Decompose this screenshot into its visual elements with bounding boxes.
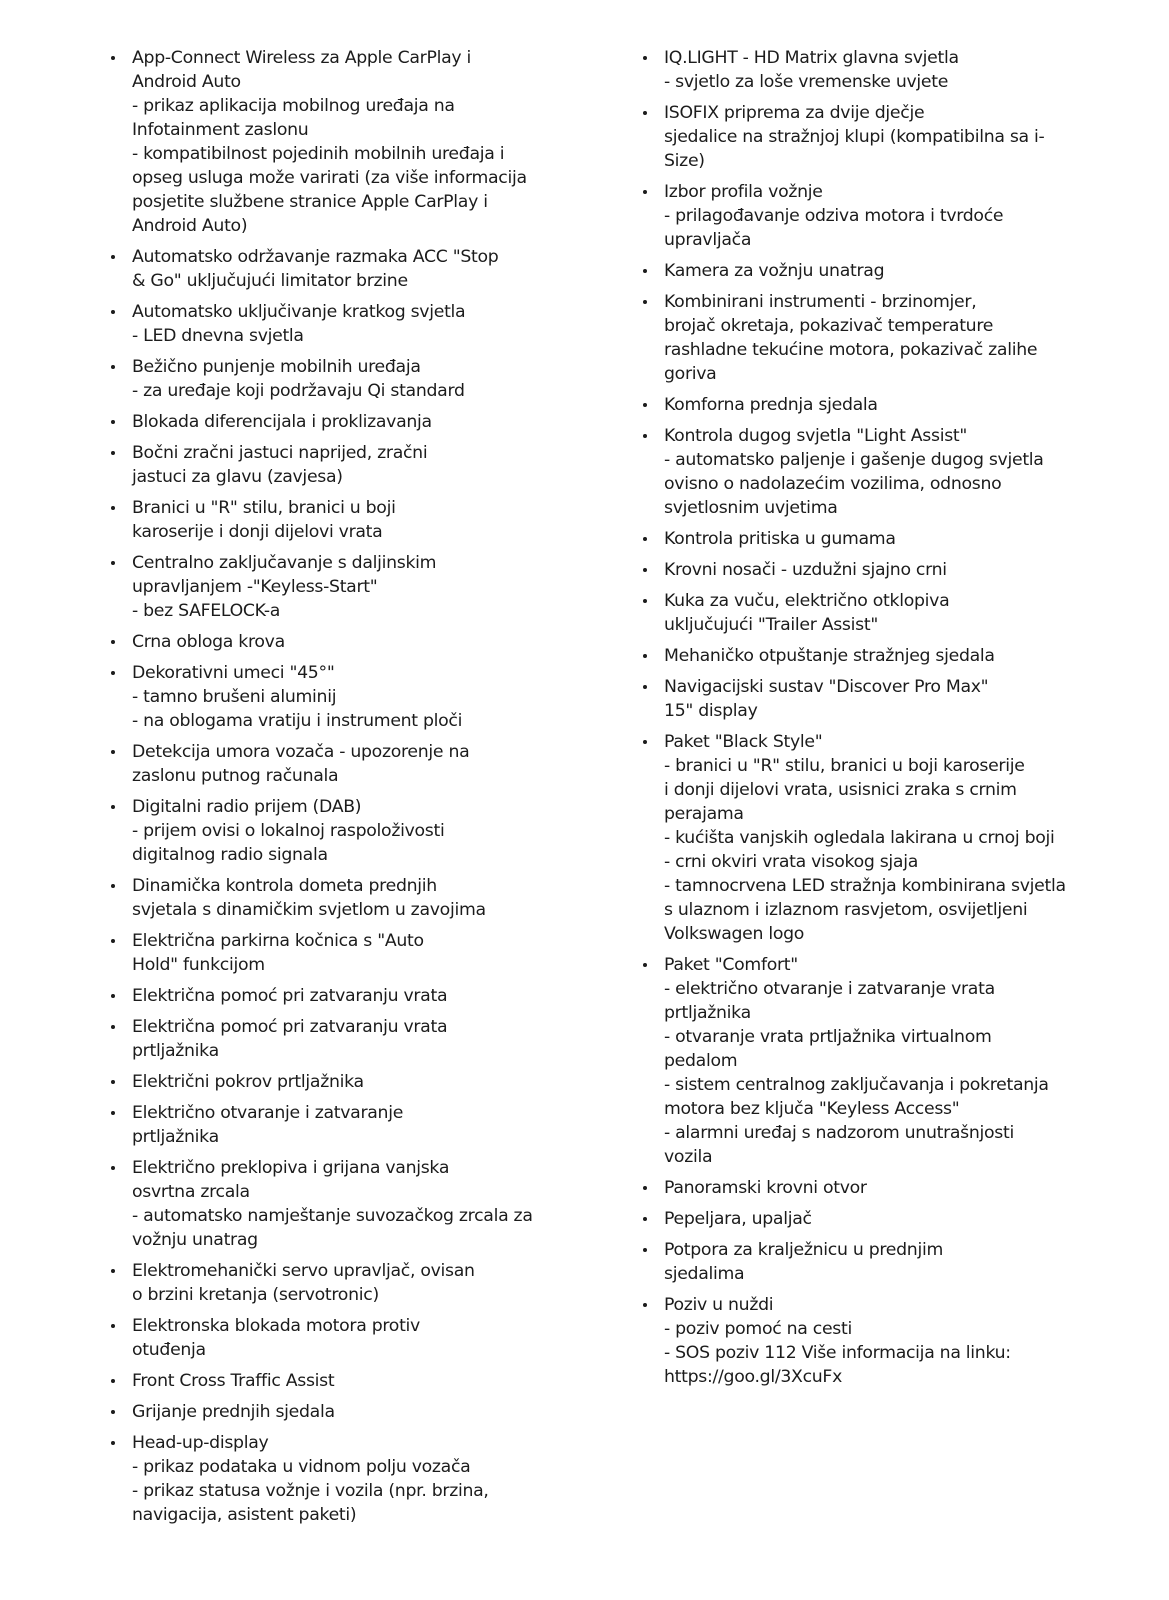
feature-item	[108, 1431, 538, 1527]
feature-title: Bočni zračni jastuci naprijed, zračni jastuci za glavu (zavjesa)	[132, 443, 428, 487]
feature-item	[108, 300, 538, 348]
feature-detail: - alarmni uređaj s nadzorom unutrašnjosti vozila	[664, 1123, 1014, 1167]
feature-item	[108, 355, 538, 403]
feature-title: Blokada diferencijala i proklizavanja	[132, 412, 432, 432]
feature-item	[640, 290, 1080, 386]
feature-detail: - LED dnevna svjetla	[132, 326, 304, 346]
feature-item	[640, 1293, 1080, 1389]
feature-item	[640, 1207, 1080, 1231]
feature-title: Električna parkirna kočnica s "Auto Hold" funkcijom	[132, 931, 424, 975]
feature-item	[108, 441, 538, 489]
feature-item	[108, 929, 538, 977]
feature-detail: - branici u "R" stilu, branici u boji karoserije i donji dijelovi vrata, usisnici zraka s crnim perajama	[664, 756, 1025, 824]
feature-item	[640, 730, 1080, 946]
feature-detail: - tamno brušeni aluminij	[132, 687, 337, 707]
feature-item	[108, 1400, 538, 1424]
feature-title: Kontrola dugog svjetla "Light Assist"	[664, 426, 968, 446]
feature-item	[640, 259, 1080, 283]
feature-detail: - SOS poziv 112 Više informacija na linku: https://goo.gl/3XcuFx	[664, 1343, 1011, 1387]
feature-detail: - automatsko namještanje suvozačkog zrcala za vožnju unatrag	[132, 1206, 533, 1250]
feature-item	[640, 589, 1080, 637]
feature-title: Kontrola pritiska u gumama	[664, 529, 896, 549]
feature-item	[108, 496, 538, 544]
feature-title: Kuka za vuču, električno otklopiva uključujući "Trailer Assist"	[664, 591, 950, 635]
feature-title: Električna pomoć pri zatvaranju vrata	[132, 986, 448, 1006]
feature-item	[640, 675, 1080, 723]
feature-title: Paket "Comfort"	[664, 955, 798, 975]
feature-detail: - svjetlo za loše vremenske uvjete	[664, 72, 949, 92]
feature-title: Električna pomoć pri zatvaranju vrata prtljažnika	[132, 1017, 448, 1061]
feature-item	[640, 46, 1080, 94]
feature-detail: - na oblogama vratiju i instrument ploči	[132, 711, 463, 731]
feature-item	[108, 1015, 538, 1063]
feature-detail: - bez SAFELOCK-a	[132, 601, 281, 621]
feature-detail: - otvaranje vrata prtljažnika virtualnom pedalom	[664, 1027, 992, 1071]
feature-detail: - prikaz statusa vožnje i vozila (npr. brzina, navigacija, asistent paketi)	[132, 1481, 489, 1525]
feature-item	[108, 740, 538, 788]
feature-item	[108, 46, 538, 238]
feature-title: Elektromehanički servo upravljač, ovisan o brzini kretanja (servotronic)	[132, 1261, 475, 1305]
feature-title: Navigacijski sustav "Discover Pro Max" 15" display	[664, 677, 989, 721]
feature-detail: - crni okviri vrata visokog sjaja	[664, 852, 918, 872]
feature-title: Električno preklopiva i grijana vanjska osvrtna zrcala	[132, 1158, 450, 1202]
feature-title: Potpora za kralježnicu u prednjim sjedalima	[664, 1240, 943, 1284]
feature-item	[108, 410, 538, 434]
feature-title: Električno otvaranje i zatvaranje prtljažnika	[132, 1103, 404, 1147]
feature-title: App-Connect Wireless za Apple CarPlay i Android Auto	[132, 48, 471, 92]
feature-title: Branici u "R" stilu, branici u boji karoserije i donji dijelovi vrata	[132, 498, 396, 542]
feature-title: Grijanje prednjih sjedala	[132, 1402, 335, 1422]
feature-title: Izbor profila vožnje	[664, 182, 823, 202]
feature-item	[640, 953, 1080, 1169]
feature-detail: - za uređaje koji podržavaju Qi standard	[132, 381, 465, 401]
feature-title: Mehaničko otpuštanje stražnjeg sjedala	[664, 646, 995, 666]
feature-title: Bežično punjenje mobilnih uređaja	[132, 357, 421, 377]
feature-title: Paket "Black Style"	[664, 732, 823, 752]
feature-item	[108, 1369, 538, 1393]
feature-detail: - prikaz aplikacija mobilnog uređaja na Infotainment zaslonu	[132, 96, 455, 140]
feature-item	[108, 245, 538, 293]
feature-title: Dinamička kontrola dometa prednjih svjetala s dinamičkim svjetlom u zavojima	[132, 876, 486, 920]
feature-title: Centralno zaključavanje s daljinskim upravljanjem -"Keyless-Start"	[132, 553, 437, 597]
feature-list-right	[640, 46, 1080, 1396]
feature-item	[108, 1101, 538, 1149]
feature-title: Front Cross Traffic Assist	[132, 1371, 335, 1391]
feature-detail: - poziv pomoć na cesti	[664, 1319, 852, 1339]
feature-item	[108, 630, 538, 654]
feature-item	[640, 527, 1080, 551]
feature-detail: - kućišta vanjskih ogledala lakirana u crnoj boji	[664, 828, 1055, 848]
feature-item	[640, 101, 1080, 173]
feature-item	[640, 1238, 1080, 1286]
feature-detail: - automatsko paljenje i gašenje dugog svjetla ovisno o nadolazećim vozilima, odnosno svjetlosnim uvjetima	[664, 450, 1044, 518]
feature-title: Elektronska blokada motora protiv otuđenja	[132, 1316, 420, 1360]
feature-detail: - električno otvaranje i zatvaranje vrata prtljažnika	[664, 979, 995, 1023]
feature-title: Crna obloga krova	[132, 632, 285, 652]
feature-item	[640, 1176, 1080, 1200]
feature-item	[108, 984, 538, 1008]
feature-detail: - prilagođavanje odziva motora i tvrdoće upravljača	[664, 206, 1004, 250]
feature-title: Panoramski krovni otvor	[664, 1178, 867, 1198]
feature-item	[108, 551, 538, 623]
feature-title: Poziv u nuždi	[664, 1295, 774, 1315]
feature-title: Komforna prednja sjedala	[664, 395, 878, 415]
feature-list-left	[108, 46, 538, 1534]
feature-detail: - prikaz podataka u vidnom polju vozača	[132, 1457, 471, 1477]
feature-item	[640, 424, 1080, 520]
feature-item	[640, 393, 1080, 417]
feature-detail: - kompatibilnost pojedinih mobilnih uređaja i opseg usluga može varirati (za više informacija posjetite službene stranice Apple CarPlay i Android Auto)	[132, 144, 527, 236]
feature-item	[108, 1314, 538, 1362]
feature-title: IQ.LIGHT - HD Matrix glavna svjetla	[664, 48, 959, 68]
feature-title: Automatsko uključivanje kratkog svjetla	[132, 302, 466, 322]
feature-item	[640, 644, 1080, 668]
feature-title: Kombinirani instrumenti - brzinomjer, brojač okretaja, pokazivač temperature rashladne tekućine motora, pokazivač zalihe goriva	[664, 292, 1038, 384]
feature-item	[640, 558, 1080, 582]
feature-title: Dekorativni umeci "45°"	[132, 663, 335, 683]
feature-title: Krovni nosači - uzdužni sjajno crni	[664, 560, 947, 580]
feature-item	[108, 795, 538, 867]
feature-title: Automatsko održavanje razmaka ACC "Stop & Go" uključujući limitator brzine	[132, 247, 499, 291]
feature-detail: - sistem centralnog zaključavanja i pokretanja motora bez ključa "Keyless Access"	[664, 1075, 1049, 1119]
feature-title: Head-up-display	[132, 1433, 269, 1453]
feature-title: ISOFIX priprema za dvije dječje sjedalice na stražnjoj klupi (kompatibilna sa i- Size)	[664, 103, 1045, 171]
feature-title: Pepeljara, upaljač	[664, 1209, 812, 1229]
feature-detail: - prijem ovisi o lokalnoj raspoloživosti digitalnog radio signala	[132, 821, 445, 865]
feature-title: Električni pokrov prtljažnika	[132, 1072, 364, 1092]
feature-detail: - tamnocrvena LED stražnja kombinirana svjetla s ulaznom i izlaznom rasvjetom, osvijetljeni Volkswagen logo	[664, 876, 1066, 944]
feature-title: Digitalni radio prijem (DAB)	[132, 797, 362, 817]
feature-item	[108, 1070, 538, 1094]
feature-title: Detekcija umora vozača - upozorenje na zaslonu putnog računala	[132, 742, 470, 786]
feature-item	[108, 661, 538, 733]
feature-title: Kamera za vožnju unatrag	[664, 261, 885, 281]
feature-item	[108, 874, 538, 922]
feature-item	[108, 1156, 538, 1252]
feature-item	[108, 1259, 538, 1307]
feature-item	[640, 180, 1080, 252]
